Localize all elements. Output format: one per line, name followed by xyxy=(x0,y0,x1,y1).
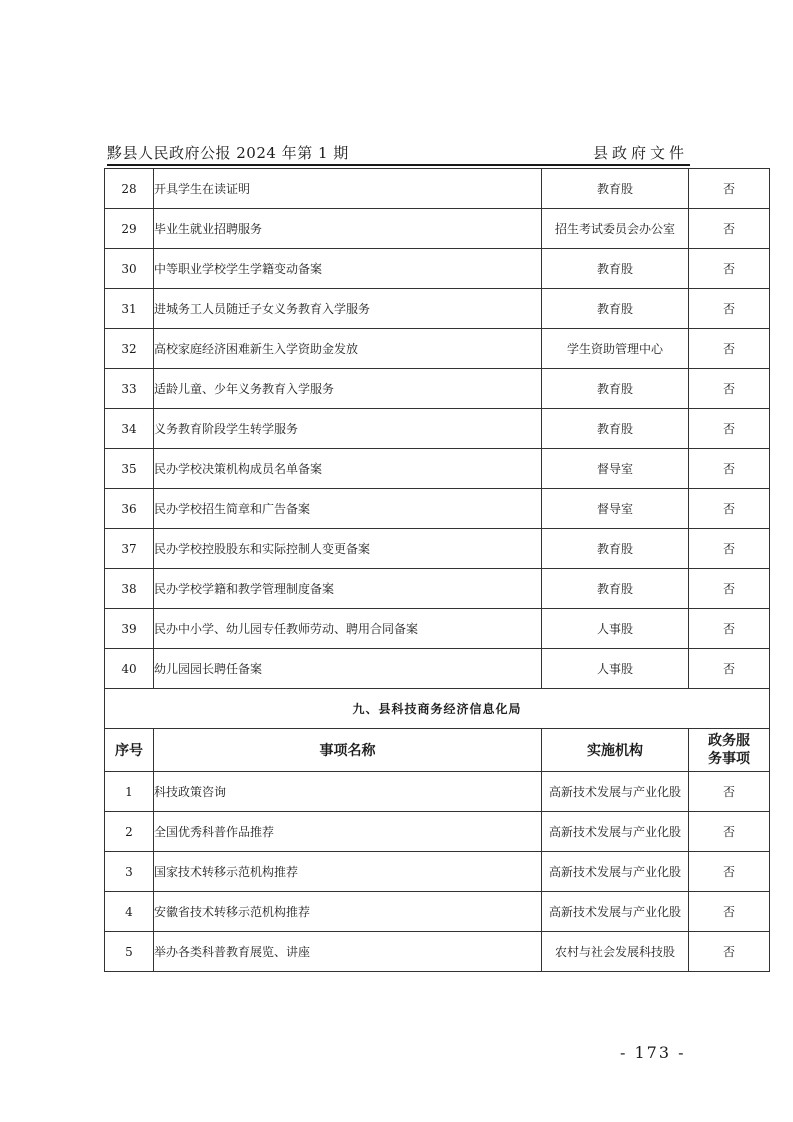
item-name: 进城务工人员随迁子女义务教育入学服务 xyxy=(154,289,542,329)
item-name: 国家技术转移示范机构推荐 xyxy=(154,852,542,892)
is-government-service: 否 xyxy=(689,329,770,369)
item-name: 中等职业学校学生学籍变动备案 xyxy=(154,249,542,289)
row-number: 2 xyxy=(105,812,154,852)
table-row xyxy=(105,772,770,812)
row-number: 37 xyxy=(105,529,154,569)
table-row xyxy=(105,609,770,649)
implementing-agency: 教育股 xyxy=(542,569,689,609)
is-government-service: 否 xyxy=(689,609,770,649)
is-government-service: 否 xyxy=(689,892,770,932)
implementing-agency: 教育股 xyxy=(542,409,689,449)
item-name: 幼儿园园长聘任备案 xyxy=(154,649,542,689)
implementing-agency: 教育股 xyxy=(542,249,689,289)
item-name: 举办各类科普教育展览、讲座 xyxy=(154,932,542,972)
section-title-row xyxy=(105,689,770,729)
table-header-row xyxy=(105,729,770,772)
item-name: 安徽省技术转移示范机构推荐 xyxy=(154,892,542,932)
implementing-agency: 学生资助管理中心 xyxy=(542,329,689,369)
column-header-government-service xyxy=(689,729,770,772)
section-label: 县政府文件 xyxy=(592,144,688,162)
is-government-service: 否 xyxy=(689,409,770,449)
is-government-service: 否 xyxy=(689,649,770,689)
implementing-agency: 人事股 xyxy=(542,609,689,649)
is-government-service: 否 xyxy=(689,772,770,812)
is-government-service: 否 xyxy=(689,569,770,609)
item-name: 民办学校控股股东和实际控制人变更备案 xyxy=(154,529,542,569)
table-row xyxy=(105,649,770,689)
table-row xyxy=(105,329,770,369)
implementing-agency: 督导室 xyxy=(542,489,689,529)
column-header-service-line2: 务事项 xyxy=(708,751,750,767)
is-government-service: 否 xyxy=(689,932,770,972)
row-number: 34 xyxy=(105,409,154,449)
implementing-agency: 教育股 xyxy=(542,529,689,569)
item-name: 毕业生就业招聘服务 xyxy=(154,209,542,249)
table-row xyxy=(105,449,770,489)
implementing-agency: 高新技术发展与产业化股 xyxy=(542,812,689,852)
row-number: 32 xyxy=(105,329,154,369)
implementing-agency: 高新技术发展与产业化股 xyxy=(542,772,689,812)
item-name: 民办学校招生简章和广告备案 xyxy=(154,489,542,529)
is-government-service: 否 xyxy=(689,852,770,892)
column-header-agency: 实施机构 xyxy=(542,729,689,772)
rows-top xyxy=(105,169,770,689)
item-name: 全国优秀科普作品推荐 xyxy=(154,812,542,852)
row-number: 4 xyxy=(105,892,154,932)
table-row xyxy=(105,409,770,449)
column-header-number: 序号 xyxy=(105,729,154,772)
row-number: 5 xyxy=(105,932,154,972)
implementing-agency: 教育股 xyxy=(542,169,689,209)
table-row xyxy=(105,209,770,249)
table-row xyxy=(105,169,770,209)
row-number: 35 xyxy=(105,449,154,489)
is-government-service: 否 xyxy=(689,249,770,289)
table-row xyxy=(105,529,770,569)
row-number: 39 xyxy=(105,609,154,649)
table-row xyxy=(105,569,770,609)
row-number: 40 xyxy=(105,649,154,689)
row-number: 29 xyxy=(105,209,154,249)
row-number: 33 xyxy=(105,369,154,409)
row-number: 30 xyxy=(105,249,154,289)
table-row xyxy=(105,369,770,409)
header-rule-thick xyxy=(107,164,690,166)
table-row xyxy=(105,489,770,529)
page-number: - 173 - xyxy=(620,1043,686,1062)
item-name: 开具学生在读证明 xyxy=(154,169,542,209)
item-name: 科技政策咨询 xyxy=(154,772,542,812)
is-government-service: 否 xyxy=(689,449,770,489)
service-items-table xyxy=(104,168,770,972)
row-number: 31 xyxy=(105,289,154,329)
is-government-service: 否 xyxy=(689,169,770,209)
row-number: 38 xyxy=(105,569,154,609)
is-government-service: 否 xyxy=(689,812,770,852)
implementing-agency: 督导室 xyxy=(542,449,689,489)
item-name: 民办学校决策机构成员名单备案 xyxy=(154,449,542,489)
row-number: 28 xyxy=(105,169,154,209)
page-header xyxy=(107,140,690,164)
column-header-item-name: 事项名称 xyxy=(154,729,542,772)
table-row xyxy=(105,289,770,329)
row-number: 3 xyxy=(105,852,154,892)
table-row xyxy=(105,892,770,932)
row-number: 36 xyxy=(105,489,154,529)
section-nine xyxy=(105,689,770,972)
implementing-agency: 高新技术发展与产业化股 xyxy=(542,852,689,892)
table-row xyxy=(105,932,770,972)
column-header-service-line1: 政务服 xyxy=(708,733,750,749)
table-row xyxy=(105,249,770,289)
is-government-service: 否 xyxy=(689,529,770,569)
implementing-agency: 招生考试委员会办公室 xyxy=(542,209,689,249)
implementing-agency: 人事股 xyxy=(542,649,689,689)
table-row xyxy=(105,812,770,852)
is-government-service: 否 xyxy=(689,369,770,409)
implementing-agency: 农村与社会发展科技股 xyxy=(542,932,689,972)
is-government-service: 否 xyxy=(689,489,770,529)
implementing-agency: 教育股 xyxy=(542,369,689,409)
item-name: 义务教育阶段学生转学服务 xyxy=(154,409,542,449)
implementing-agency: 教育股 xyxy=(542,289,689,329)
is-government-service: 否 xyxy=(689,209,770,249)
bulletin-title: 黟县人民政府公报 2024 年第 1 期 xyxy=(107,144,349,162)
item-name: 高校家庭经济困难新生入学资助金发放 xyxy=(154,329,542,369)
item-name: 民办中小学、幼儿园专任教师劳动、聘用合同备案 xyxy=(154,609,542,649)
item-name: 适龄儿童、少年义务教育入学服务 xyxy=(154,369,542,409)
section-title: 九、县科技商务经济信息化局 xyxy=(105,689,770,729)
table-row xyxy=(105,852,770,892)
implementing-agency: 高新技术发展与产业化股 xyxy=(542,892,689,932)
is-government-service: 否 xyxy=(689,289,770,329)
item-name: 民办学校学籍和教学管理制度备案 xyxy=(154,569,542,609)
row-number: 1 xyxy=(105,772,154,812)
